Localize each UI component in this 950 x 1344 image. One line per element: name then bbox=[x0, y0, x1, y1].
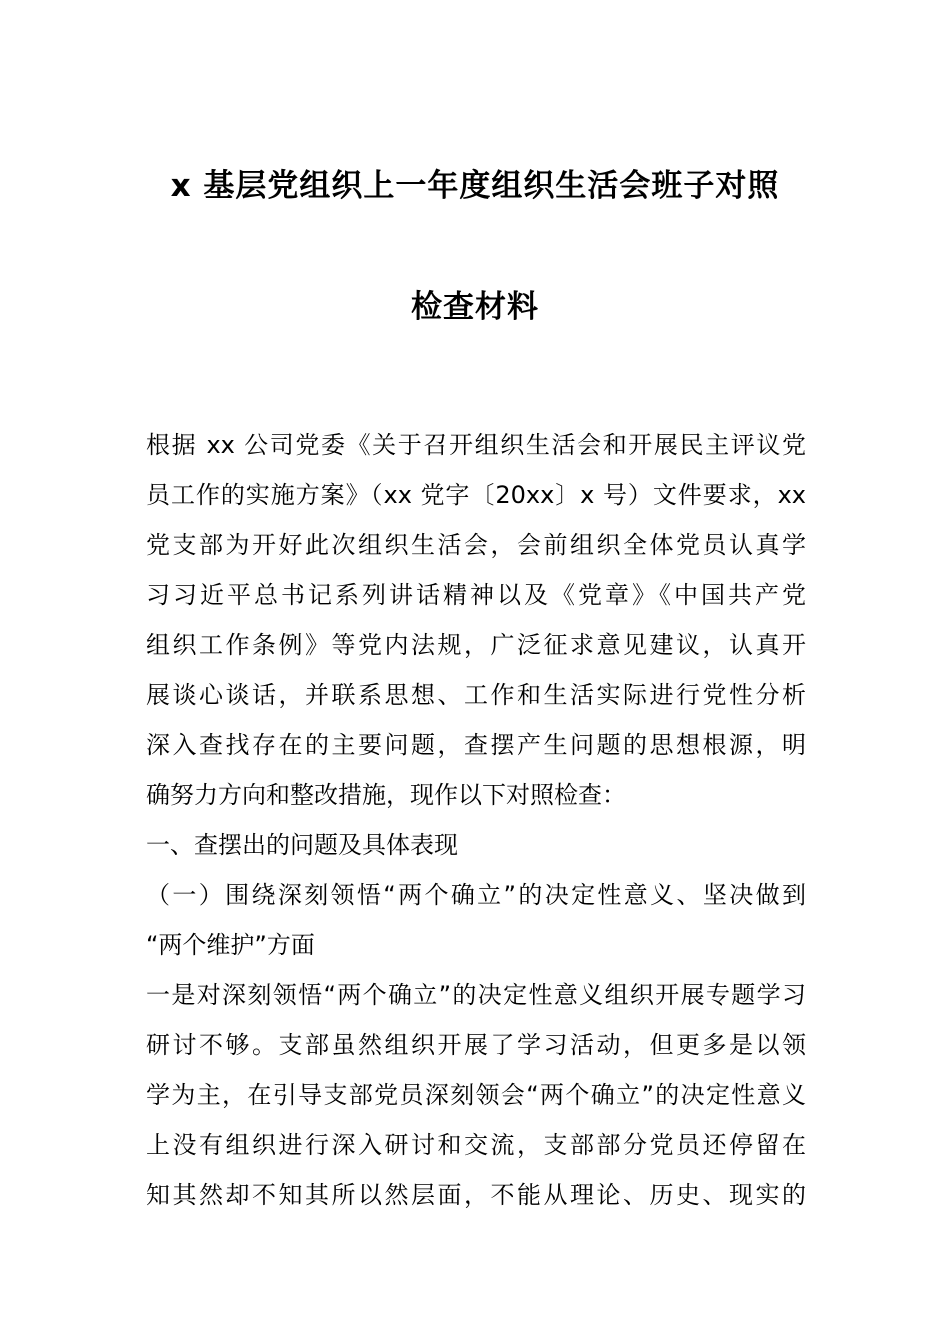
body-line: 研讨不够。支部虽然组织开展了学习活动，但更多是以领 bbox=[146, 1031, 806, 1059]
subsection-heading-cont: “两个维护”方面 bbox=[146, 931, 315, 959]
body-line: 上没有组织进行深入研讨和交流，支部部分党员还停留在 bbox=[146, 1131, 806, 1159]
body-line: 展谈心谈话，并联系思想、工作和生活实际进行党性分析 bbox=[146, 681, 806, 709]
document-title-line-1: x 基层党组织上一年度组织生活会班子对照 bbox=[170, 168, 780, 204]
body-line: 根据 xx 公司党委《关于召开组织生活会和开展民主评议党 bbox=[146, 431, 806, 459]
body-line: 组织工作条例》等党内法规，广泛征求意见建议，认真开 bbox=[146, 631, 806, 659]
body-line: 确努力方向和整改措施，现作以下对照检查： bbox=[146, 781, 626, 809]
body-line: 员工作的实施方案》（xx 党字〔20xx〕x 号）文件要求，xx bbox=[146, 481, 806, 509]
body-line: 学为主，在引导支部党员深刻领会“两个确立”的决定性意义 bbox=[146, 1081, 806, 1109]
body-line: 知其然却不知其所以然层面，不能从理论、历史、现实的 bbox=[146, 1181, 806, 1209]
section-heading: 一、查摆出的问题及具体表现 bbox=[146, 831, 458, 859]
subsection-heading: （一）围绕深刻领悟“两个确立”的决定性意义、坚决做到 bbox=[146, 881, 806, 909]
body-line: 一是对深刻领悟“两个确立”的决定性意义组织开展专题学习 bbox=[146, 981, 806, 1009]
body-line: 习习近平总书记系列讲话精神以及《党章》《中国共产党 bbox=[146, 581, 806, 609]
body-line: 深入查找存在的主要问题，查摆产生问题的思想根源，明 bbox=[146, 731, 806, 759]
document-body bbox=[146, 420, 806, 1220]
body-line: 党支部为开好此次组织生活会，会前组织全体党员认真学 bbox=[146, 531, 806, 559]
document-title-line-2: 检查材料 bbox=[411, 289, 539, 325]
